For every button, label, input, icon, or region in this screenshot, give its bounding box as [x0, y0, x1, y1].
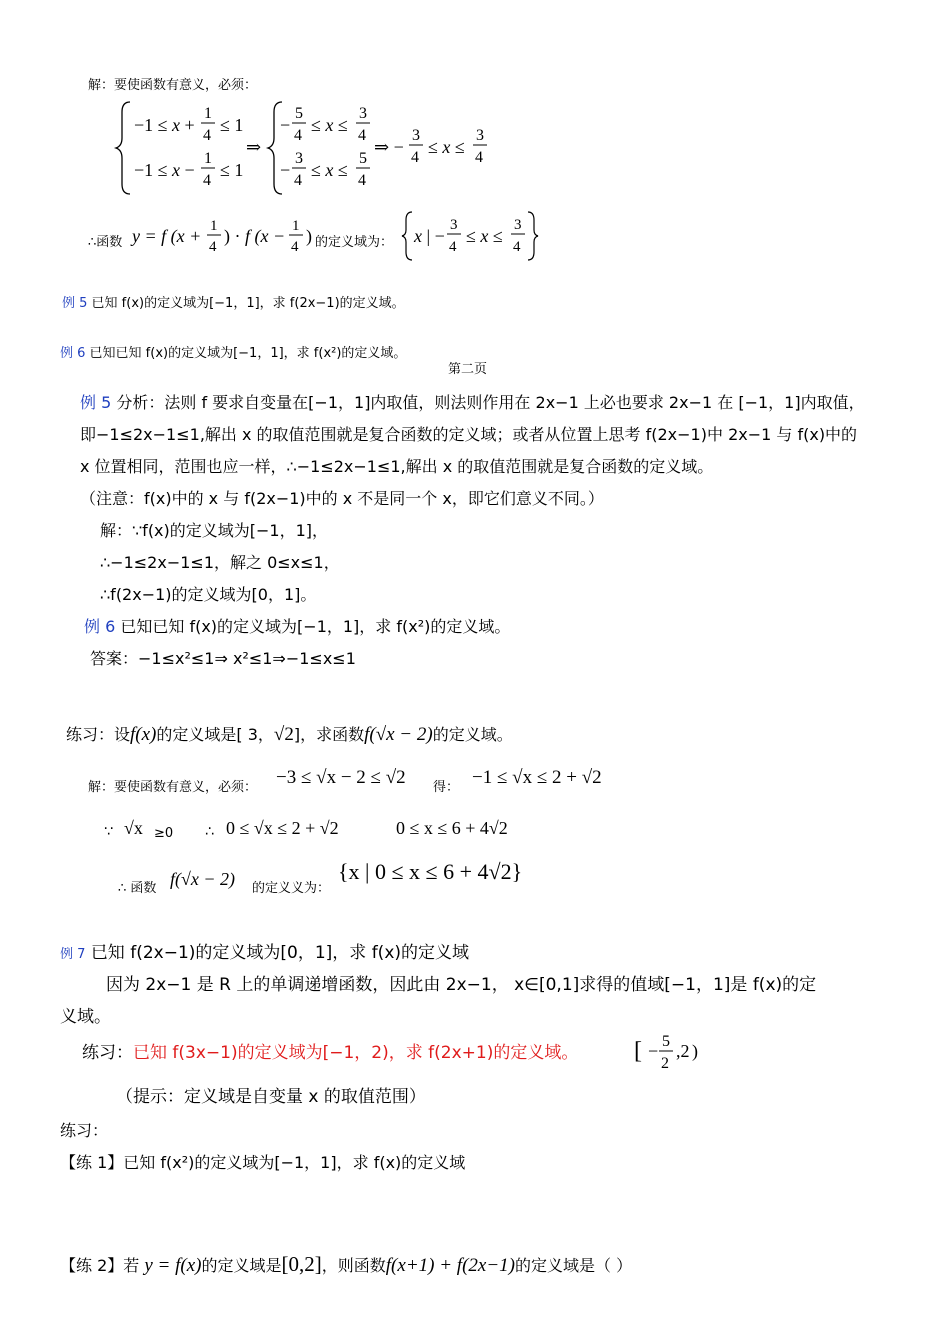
exercise-2	[60, 1252, 632, 1277]
example-6-answer: 答案：−1≤x²≤1⇒ x²≤1⇒−1≤x≤1	[90, 649, 356, 668]
analysis-text-1: 分析：法则 f 要求自变量在[−1，1]内取值，则法则作用在 2x−1 上必也要求 2x−1 在 [−1，1]内取值，	[116, 393, 865, 412]
practice-1-suffix: 的定义域。	[432, 725, 513, 744]
practice-7-label: 练习：	[82, 1043, 133, 1063]
exercise-2-suffix: 的定义域是（ ）	[514, 1256, 633, 1275]
solution-line-3: ∴f(2x−1)的定义域为[0，1]。	[100, 585, 317, 604]
svg-text:≤ x ≤: ≤ x ≤	[311, 115, 348, 135]
solve-intro: 解：要使函数有意义，必须：	[88, 78, 258, 93]
svg-text:4: 4	[513, 239, 521, 255]
exercise-1: 【练 1】已知 f(x²)的定义域为[−1，1]，求 f(x)的定义域	[60, 1153, 466, 1172]
svg-text:3: 3	[476, 127, 484, 144]
practice-1-mid1: 的定义域是[ 3，	[156, 725, 274, 744]
svg-text:5: 5	[359, 150, 367, 167]
practice-1-ineq-4: 0 ≤ x ≤ 6 + 4√2	[396, 818, 508, 838]
system-inequalities	[112, 96, 512, 200]
analysis-line-1	[80, 390, 865, 413]
practice-1-fx: f(x)	[130, 724, 157, 745]
domain-set	[400, 208, 540, 264]
practice-1-get: 得：	[433, 780, 460, 795]
svg-text:≤ 1: ≤ 1	[220, 115, 244, 135]
svg-text:2: 2	[661, 1055, 669, 1072]
analysis-line-2: 即−1≤2x−1≤1,解出 x 的取值范围就是复合函数的定义域；或者从位置上思考 f(2x−1)中 2x−1 与 f(x)中的	[80, 425, 858, 444]
svg-text:4: 4	[475, 149, 483, 166]
svg-text:4: 4	[294, 172, 302, 189]
svg-text:5: 5	[295, 105, 303, 122]
svg-text:⇒: ⇒	[246, 137, 262, 157]
svg-text:−: −	[280, 115, 291, 135]
practice-1-prefix: 练习：设	[66, 725, 131, 744]
because-symbol: ∵	[104, 824, 114, 840]
svg-text:[: [	[634, 1038, 642, 1064]
practice-1-domain-is: 的定义义为：	[252, 881, 331, 896]
example-6b-text: 已知已知 f(x)的定义域为[−1，1]，求 f(x²)的定义域。	[120, 617, 511, 636]
composite-function-formula	[130, 212, 320, 262]
practice-1-ineq-2: −1 ≤ √x ≤ 2 + √2	[472, 767, 602, 788]
svg-text:−: −	[648, 1041, 659, 1061]
svg-text:5: 5	[662, 1033, 670, 1050]
svg-text:−: −	[280, 160, 291, 180]
practice-1-ineq-3: 0 ≤ √x ≤ 2 + √2	[226, 818, 339, 838]
svg-text:−1 ≤ x −: −1 ≤ x −	[134, 160, 195, 180]
ge-zero: ≥0	[154, 826, 174, 841]
exercise-2-prefix: 【练 2】若	[60, 1256, 140, 1275]
exercise-2-interval: [0,2]	[281, 1252, 322, 1276]
example-6b-label: 例 6	[84, 617, 116, 636]
exercise-2-mid2: ，则函数	[321, 1256, 386, 1275]
practice-1-therefore: ∴ 函数	[118, 881, 157, 896]
svg-text:4: 4	[358, 172, 366, 189]
svg-text:≤ x ≤: ≤ x ≤	[428, 137, 465, 157]
analysis-label: 例 5	[80, 393, 112, 412]
svg-text:y = f (x +: y = f (x +	[132, 226, 202, 246]
solution-line-2: ∴−1≤2x−1≤1，解之 0≤x≤1，	[100, 553, 340, 572]
svg-text:) · f (x −: ) · f (x −	[224, 226, 286, 246]
practice-1-set: {x | 0 ≤ x ≤ 6 + 4√2}	[338, 859, 523, 884]
practice-7	[82, 1038, 578, 1063]
svg-text:1: 1	[204, 105, 212, 122]
example-6-question	[60, 342, 406, 361]
example-6-label: 例 6	[60, 346, 86, 361]
svg-text:x | −: x | −	[414, 226, 445, 246]
example-7-text: 已知 f(2x−1)的定义域为[0，1]，求 f(x)的定义域	[90, 943, 470, 963]
practice-1-question	[66, 722, 513, 746]
practice-7-question: 已知 f(3x−1)的定义域为[−1，2)，求 f(2x+1)的定义域。	[133, 1043, 579, 1063]
solution-line-1: 解：∵f(x)的定义域为[−1，1]，	[100, 521, 329, 540]
svg-text:3: 3	[450, 217, 458, 233]
svg-text:,2: ,2	[676, 1041, 690, 1061]
svg-text:1: 1	[210, 218, 218, 234]
svg-text:4: 4	[291, 239, 299, 255]
practice-1-sqrt2: √2	[273, 724, 294, 745]
practice-1-ffunc: f(√x − 2)	[170, 869, 236, 889]
example-6-text: 已知已知 f(x)的定义域为[−1，1]，求 f(x²)的定义域。	[89, 346, 407, 361]
svg-text:3: 3	[359, 105, 367, 122]
exercise-2-func: f(x+1) + f(2x−1)	[385, 1255, 515, 1276]
svg-text:4: 4	[294, 127, 302, 144]
example-7-line-2: 义域。	[60, 1007, 111, 1027]
svg-text:4: 4	[358, 127, 366, 144]
svg-text:⇒ −: ⇒ −	[374, 137, 404, 157]
svg-text:−1 ≤ x +: −1 ≤ x +	[134, 115, 195, 135]
svg-text:≤ x ≤: ≤ x ≤	[311, 160, 348, 180]
practice-7-answer	[632, 1030, 722, 1076]
svg-text:4: 4	[203, 172, 211, 189]
analysis-note: （注意：f(x)中的 x 与 f(2x−1)中的 x 不是同一个 x，即它们意义不同。）	[80, 489, 604, 508]
analysis-line-3: x 位置相同，范围也应一样，∴−1≤2x−1≤1,解出 x 的取值范围就是复合函数的定义域。	[80, 457, 714, 476]
example-5-question	[62, 292, 405, 311]
sqrt-x: √x	[124, 818, 143, 838]
practice-1-ineq-1: −3 ≤ √x − 2 ≤ √2	[276, 767, 406, 788]
svg-text:1: 1	[292, 218, 300, 234]
svg-text:3: 3	[412, 127, 420, 144]
page-marker: 第二页	[448, 362, 488, 377]
svg-text:3: 3	[295, 150, 303, 167]
svg-text:3: 3	[514, 217, 522, 233]
svg-text:4: 4	[209, 239, 217, 255]
svg-text:4: 4	[411, 149, 419, 166]
example-6-repeat	[84, 614, 510, 637]
so-symbol: ∴	[205, 824, 215, 840]
example-7-label: 例 7	[60, 947, 86, 962]
exercise-2-y: y = f(x)	[144, 1255, 202, 1276]
svg-text:): )	[306, 226, 312, 246]
example-5-label: 例 5	[62, 296, 88, 311]
exercises-heading: 练习：	[60, 1121, 109, 1140]
practice-1-mid2: ]，求函数	[293, 725, 365, 744]
therefore-prefix: ∴函数	[88, 235, 123, 250]
svg-text:4: 4	[449, 239, 457, 255]
example-7-hint: （提示：定义域是自变量 x 的取值范围）	[116, 1087, 426, 1107]
therefore-mid: 的定义域为：	[315, 235, 394, 250]
svg-text:≤ 1: ≤ 1	[220, 160, 244, 180]
practice-1-fsqrt: f(√x − 2)	[364, 724, 433, 745]
svg-text:≤ x ≤: ≤ x ≤	[466, 226, 503, 246]
svg-text:1: 1	[204, 150, 212, 167]
example-7-title	[60, 938, 469, 963]
svg-text:): )	[692, 1041, 698, 1061]
example-5-text: 已知 f(x)的定义域为[−1，1]，求 f(2x−1)的定义域。	[91, 296, 405, 311]
practice-1-sol-intro: 解：要使函数有意义，必须：	[88, 780, 258, 795]
exercise-2-mid: 的定义域是	[201, 1256, 282, 1275]
svg-text:4: 4	[203, 127, 211, 144]
example-7-line-1: 因为 2x−1 是 R 上的单调递增函数，因此由 2x−1， x∈[0,1]求得的值域[−1，1]是 f(x)的定	[106, 975, 817, 995]
